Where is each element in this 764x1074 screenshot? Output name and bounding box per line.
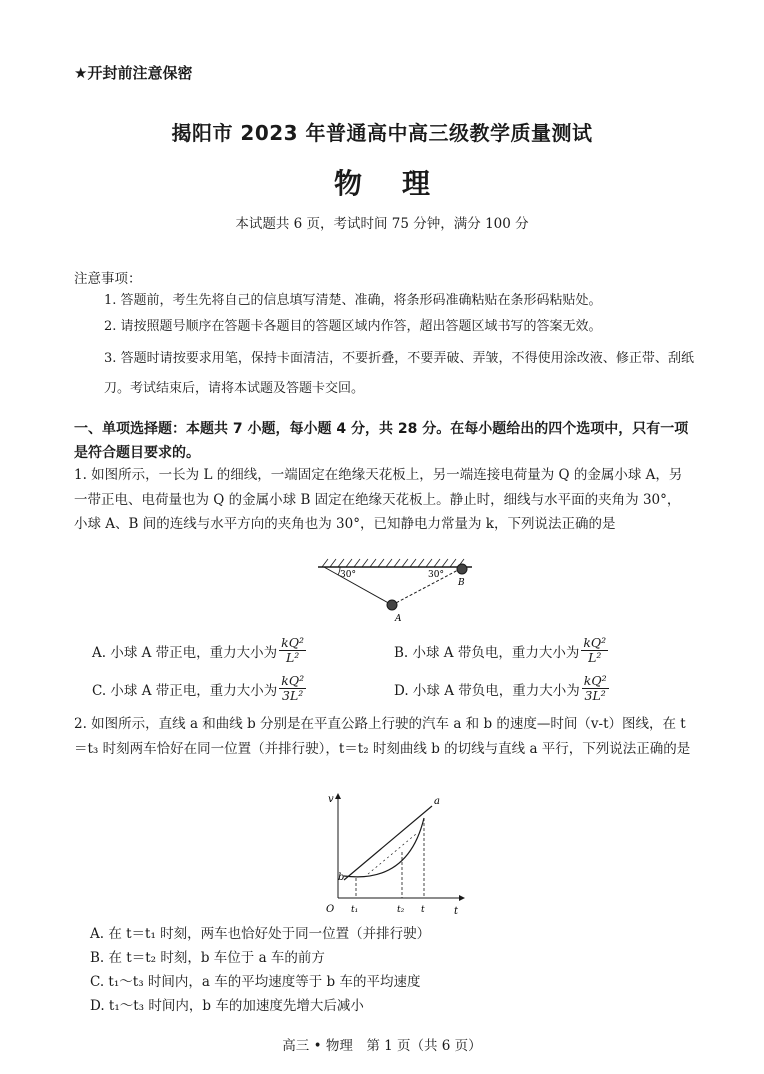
ball-a-label: A [395,614,402,624]
fraction-denominator: L² [588,650,602,665]
option-text: A. 小球 A 带正电，重力大小为 [92,644,278,661]
question-2-figure [320,790,470,918]
fraction-denominator: L² [285,650,300,665]
t2-label: t₂ [397,905,405,915]
fraction [279,636,306,665]
t1-label: t₁ [351,905,359,915]
option-c[interactable] [92,674,306,703]
thread-line [324,567,392,605]
notice-item: 2. 请按照题号顺序在答题卡各题目的答题区域内作答，超出答题区域书写的答案无效。 [104,319,602,334]
option-a[interactable] [92,636,306,665]
fraction-numerator: kQ² [583,673,607,688]
option-d[interactable] [394,674,609,703]
angle-label-left: 30° [340,570,356,580]
fraction-numerator: kQ² [583,635,607,650]
fraction-numerator: kQ² [281,673,305,688]
option-text: D. 小球 A 带负电，重力大小为 [394,682,580,699]
question-1-stem: 1. 如图所示，一长为 L 的细线，一端固定在绝缘天花板上，另一端连接电荷量为 Q 的金属小球 A，另一带正电、电荷量也为 Q 的金属小球 B 固定在绝缘天花板上。静止时，细线与水平面的夹角为 30°，小球 A、B 间的连线与水平方向的夹角也为 30°，已知静电力常量为 k，下列说法正确的是 [74,467,683,532]
exam-info: 本试题共 6 页，考试时间 75 分钟，满分 100 分 [235,216,529,232]
ball-b-label: B [458,578,465,588]
option-text: B. 小球 A 带负电，重力大小为 [394,644,580,661]
notice-item: 3. 答题时请按要求用笔，保持卡面清洁，不要折叠，不要弄破、弄皱，不得使用涂改液、修正带、刮纸刀。考试结束后，请将本试题及答题卡交回。 [104,351,694,396]
curve-b [344,818,424,877]
option-c[interactable]: C. t₁～t₃ 时间内，a 车的平均速度等于 b 车的平均速度 [90,974,421,990]
option-b[interactable]: B. 在 t＝t₂ 时刻，b 车位于 a 车的前方 [90,950,325,966]
question-2-stem: 2. 如图所示，直线 a 和曲线 b 分别是在平直公路上行驶的汽车 a 和 b 的速度—时间（v-t）图线，在 t＝t₃ 时刻两车恰好在同一位置（并排行驶），t＝t₂ 时刻曲线 b 的切线与直线 a 平行，下列说法正确的是 [74,716,691,757]
notice-heading: 注意事项： [74,271,142,287]
ceiling-hatch [322,559,464,567]
exam-title: 揭阳市 2023 年普通高中高三级教学质量测试 [171,121,593,145]
v-axis-label: v [328,794,334,805]
confidential-mark: ★开封前注意保密 [74,64,193,82]
fraction [279,674,306,703]
origin-label: O [326,904,335,915]
ball-b [457,564,467,574]
notice-item: 1. 答题前，考生先将自己的信息填写清楚、准确，将条形码准确粘贴在条形码粘贴处。 [104,293,602,308]
line-a [344,806,432,880]
option-d[interactable]: D. t₁～t₃ 时间内，b 车的加速度先增大后减小 [90,998,364,1014]
subject-title: 物理 [333,167,470,200]
section-heading: 一、单项选择题：本题共 7 小题，每小题 4 分，共 28 分。在每小题给出的四个选项中，只有一项是符合题目要求的。 [74,421,689,461]
fraction-denominator: 3L² [584,688,606,703]
fraction-numerator: kQ² [281,635,305,650]
fraction [582,674,609,703]
angle-label-right: 30° [428,570,444,580]
ball-a [387,600,397,610]
ab-dashed-line [392,569,460,605]
fraction [581,636,608,665]
fraction-denominator: 3L² [282,688,304,703]
question-1-figure [312,557,482,627]
option-b[interactable] [394,636,608,665]
option-a[interactable]: A. 在 t＝t₁ 时刻，两车也恰好处于同一位置（并排行驶） [90,926,431,942]
t-axis-label: t [454,906,459,917]
option-text: C. 小球 A 带正电，重力大小为 [92,682,278,699]
t3-label: t [421,905,425,915]
line-a-label: a [434,796,440,807]
curve-b-label: b [338,872,345,883]
page-footer: 高三 • 物理 第 1 页（共 6 页） [282,1038,482,1054]
